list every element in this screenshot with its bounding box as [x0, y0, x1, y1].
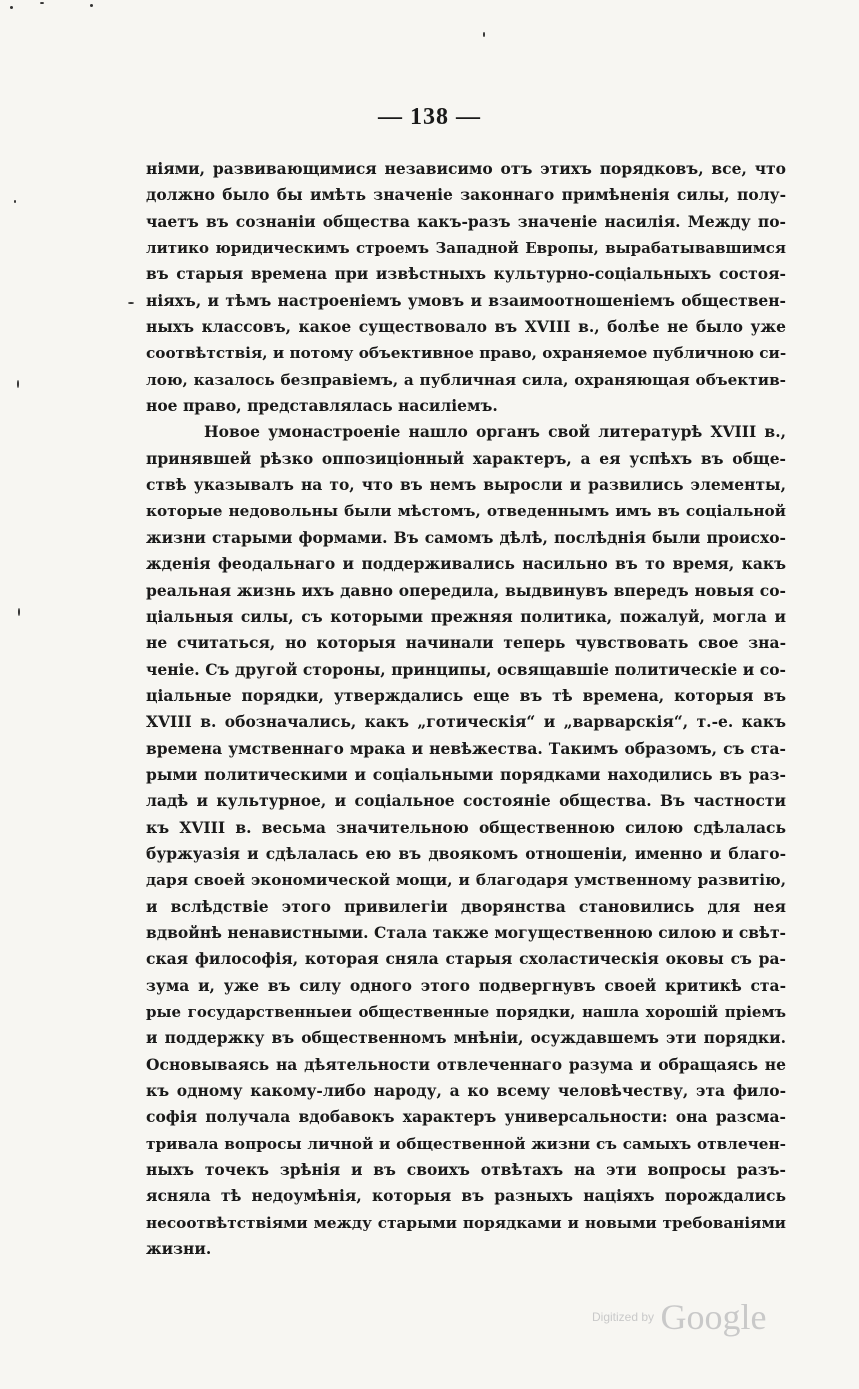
- scan-speck: [14, 200, 16, 203]
- text-line: ніями, развивающимися независимо отъ этихъ порядковъ, все, что: [146, 159, 786, 178]
- text-line: рые государственныеи общественные порядки, нашла хорошій пріемъ: [146, 1003, 786, 1021]
- text-line: XVIII в. обозначались, какъ „готическія“ и „варварскія“, т.-е. какъ: [146, 712, 786, 732]
- scan-speck: [10, 6, 13, 9]
- digitized-by-google-watermark: [592, 1296, 766, 1338]
- text-line: жизни старыми формами. Въ самомъ дѣлѣ, послѣднія были происхо-: [146, 527, 786, 547]
- scan-speck: [90, 4, 93, 7]
- text-line: ціальные порядки, утверждались еще въ тѣ времена, которыя въ: [146, 685, 786, 705]
- text-line: ясняла тѣ недоумѣнія, которыя въ разныхъ націяхъ порождались: [146, 1186, 786, 1206]
- text-line: даря своей экономической мощи, и благодаря умственному развитію,: [146, 871, 786, 890]
- text-line: въ старыя времена при извѣстныхъ культурно-соціальныхъ состоя-: [146, 264, 786, 284]
- scan-speck: [17, 380, 19, 388]
- text-line: ская философія, которая сняла старыя схоластическія оковы съ ра-: [146, 949, 786, 969]
- body-text: [146, 156, 786, 1262]
- text-line: времена умственнаго мрака и невѣжества. Такимъ образомъ, съ ста-: [146, 738, 786, 758]
- text-line: ныхъ точекъ зрѣнія и въ своихъ отвѣтахъ на эти вопросы разъ-: [146, 1160, 786, 1180]
- text-line: Основываясь на дѣятельности отвлеченнаго разума и обращаясь не: [146, 1054, 786, 1074]
- text-line: ладѣ и культурное, и соціальное состояніе общества. Въ частности: [146, 791, 786, 811]
- text-line: должно было бы имѣть значеніе законнаго примѣненія силы, полу-: [146, 185, 786, 205]
- text-line: къ XVIII в. весьма значительною общественною силою сдѣлалась: [146, 817, 786, 837]
- text-line: софія получала вдобавокъ характеръ универсальности: она разсма-: [146, 1107, 786, 1127]
- scan-speck: [483, 32, 485, 37]
- text-line: рыми политическими и соціальными порядками находились въ раз-: [146, 764, 786, 784]
- text-line: не считаться, но которыя начинали теперь чувствовать свое зна-: [146, 633, 786, 653]
- text-line: ствѣ указывалъ на то, что въ немъ выросли и развились элементы,: [146, 475, 786, 495]
- text-line: несоотвѣтствіями между старыми порядками и новыми требованіями: [146, 1213, 786, 1232]
- scan-speck: [40, 2, 44, 4]
- text-line: реальная жизнь ихъ давно опередила, выдвинувъ впередъ новыя со-: [146, 580, 786, 600]
- scan-speck: [128, 302, 134, 304]
- text-line: жизни.: [146, 1239, 212, 1259]
- text-line: къ одному какому-либо народу, а ко всему человѣчеству, эта фило-: [146, 1081, 786, 1101]
- text-line: буржуазія и сдѣлалась ею въ двоякомъ отношеніи, именно и благо-: [146, 843, 786, 863]
- google-logo: Google: [660, 1297, 767, 1337]
- text-line: чаетъ въ сознаніи общества какъ-разъ значеніе насилія. Между по-: [146, 211, 786, 231]
- text-line: жденія феодальнаго и поддерживались насильно въ то время, какъ: [146, 554, 786, 574]
- text-line: и поддержку въ общественномъ мнѣніи, осуждавшемъ эти порядки.: [146, 1028, 786, 1048]
- text-line: и вслѣдствіе этого привилегіи дворянства становились для нея: [146, 896, 786, 916]
- text-line: тривала вопросы личной и общественной жизни съ самыхъ отвлечен-: [146, 1134, 786, 1153]
- text-line: принявшей рѣзко оппозиціонный характеръ, а ея успѣхъ въ обще-: [146, 448, 786, 468]
- watermark-prefix: Digitized by: [592, 1310, 655, 1324]
- scan-speck: [18, 608, 20, 616]
- text-line: лою, казалось безправіемъ, а публичная сила, охраняющая объектив-: [146, 370, 786, 389]
- text-line: ніяхъ, и тѣмъ настроеніемъ умовъ и взаимоотношеніемъ обществен-: [146, 290, 786, 310]
- page-number: — 138 —: [378, 104, 481, 130]
- text-line: ченіе. Съ другой стороны, принципы, освящавшіе политическіе и со-: [146, 659, 786, 679]
- text-line: ныхъ классовъ, какое существовало въ XVIII в., болѣе не было уже: [146, 317, 786, 337]
- text-line: литико юридическимъ строемъ Западной Европы, вырабатывавшимся: [146, 239, 786, 258]
- text-line: Новое умонастроеніе нашло органъ свой литературѣ XVIII в.,: [204, 422, 786, 442]
- text-line: ное право, представлялась насиліемъ.: [146, 396, 498, 416]
- text-line: вдвойнѣ ненавистными. Стала также могущественною силою и свѣт-: [146, 922, 786, 942]
- text-line: ціальныя силы, съ которыми прежняя политика, пожалуй, могла и: [146, 606, 786, 626]
- text-line: зума и, уже въ силу одного этого подвергнувъ своей критикѣ ста-: [146, 975, 786, 995]
- text-line: которые недовольны были мѣстомъ, отведеннымъ имъ въ соціальной: [146, 502, 786, 521]
- text-line: соотвѣтствія, и потому объективное право, охраняемое публичною си-: [146, 344, 786, 363]
